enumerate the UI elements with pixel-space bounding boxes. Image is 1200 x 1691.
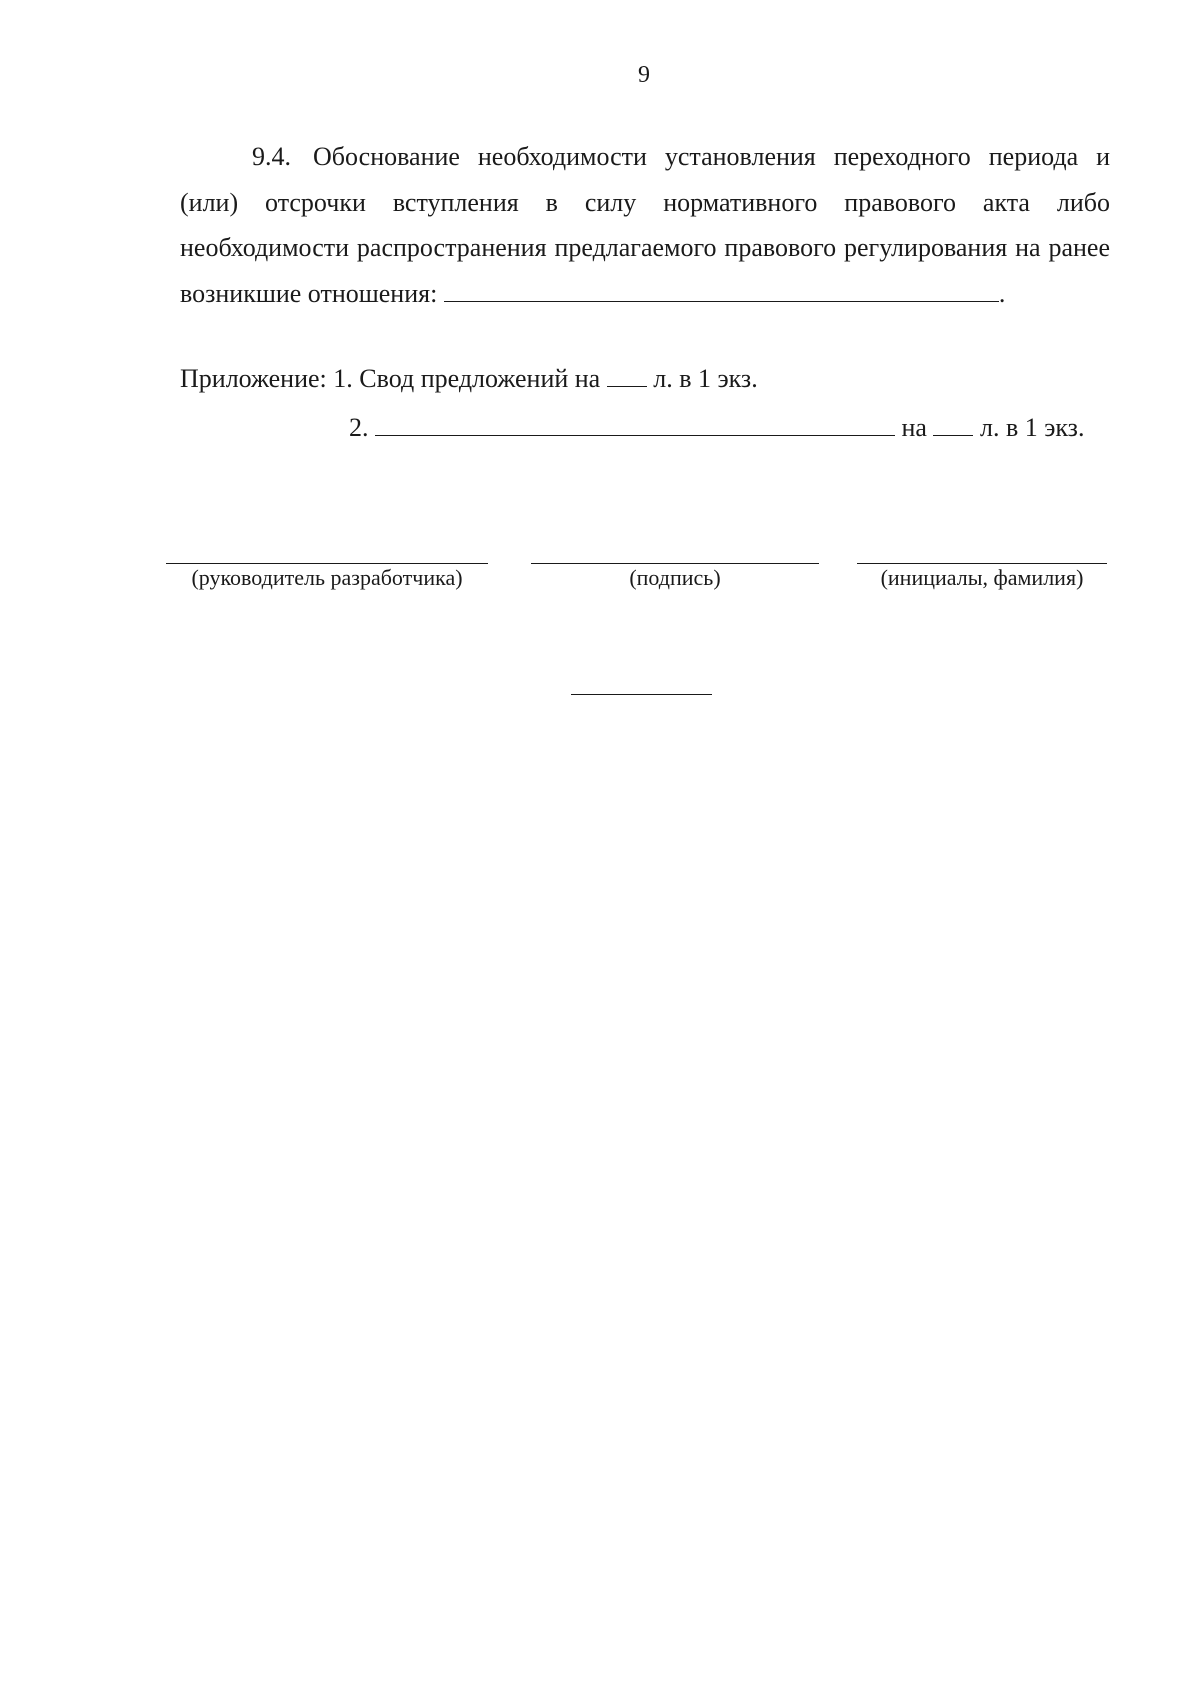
appendix-line-2 (349, 411, 1084, 443)
name-caption: (инициалы, фамилия) (880, 565, 1084, 590)
head-caption: (руководитель разработчика) (191, 565, 463, 590)
appendix-item-1-sheets-blank[interactable] (607, 362, 647, 387)
appendix-label: Приложение: (180, 364, 327, 393)
head-signature-line[interactable] (166, 563, 488, 564)
appendix-item-2-sheets-blank[interactable] (933, 411, 973, 436)
appendix-line-1 (180, 362, 758, 394)
appendix-item-2-mid: на (901, 413, 927, 442)
document-end-rule (571, 694, 712, 695)
appendix-item-1-prefix: 1. Свод предложений на (333, 364, 601, 393)
section-text: Обоснование необходимости установления переходного периода и (или) отсрочки вступления в силу нормативного правового акта либо необходимости распространения предлагаемого правового регулирования на ранее возникшие отношения: (180, 142, 1110, 308)
section-number: 9.4. (252, 142, 291, 171)
signature-caption: (подпись) (629, 565, 721, 590)
name-signature-line[interactable] (857, 563, 1107, 564)
section-9-4-paragraph (180, 134, 1110, 316)
end-punctuation: . (998, 278, 1006, 308)
appendix-item-2-suffix: л. в 1 экз. (979, 413, 1085, 442)
page-number: 9 (638, 62, 650, 88)
appendix-item-1-suffix: л. в 1 экз. (653, 364, 758, 393)
justification-blank-field[interactable] (444, 277, 999, 302)
appendix-item-2-prefix: 2. (349, 413, 369, 442)
appendix-item-2-title-blank[interactable] (375, 411, 895, 436)
signature-line[interactable] (531, 563, 819, 564)
